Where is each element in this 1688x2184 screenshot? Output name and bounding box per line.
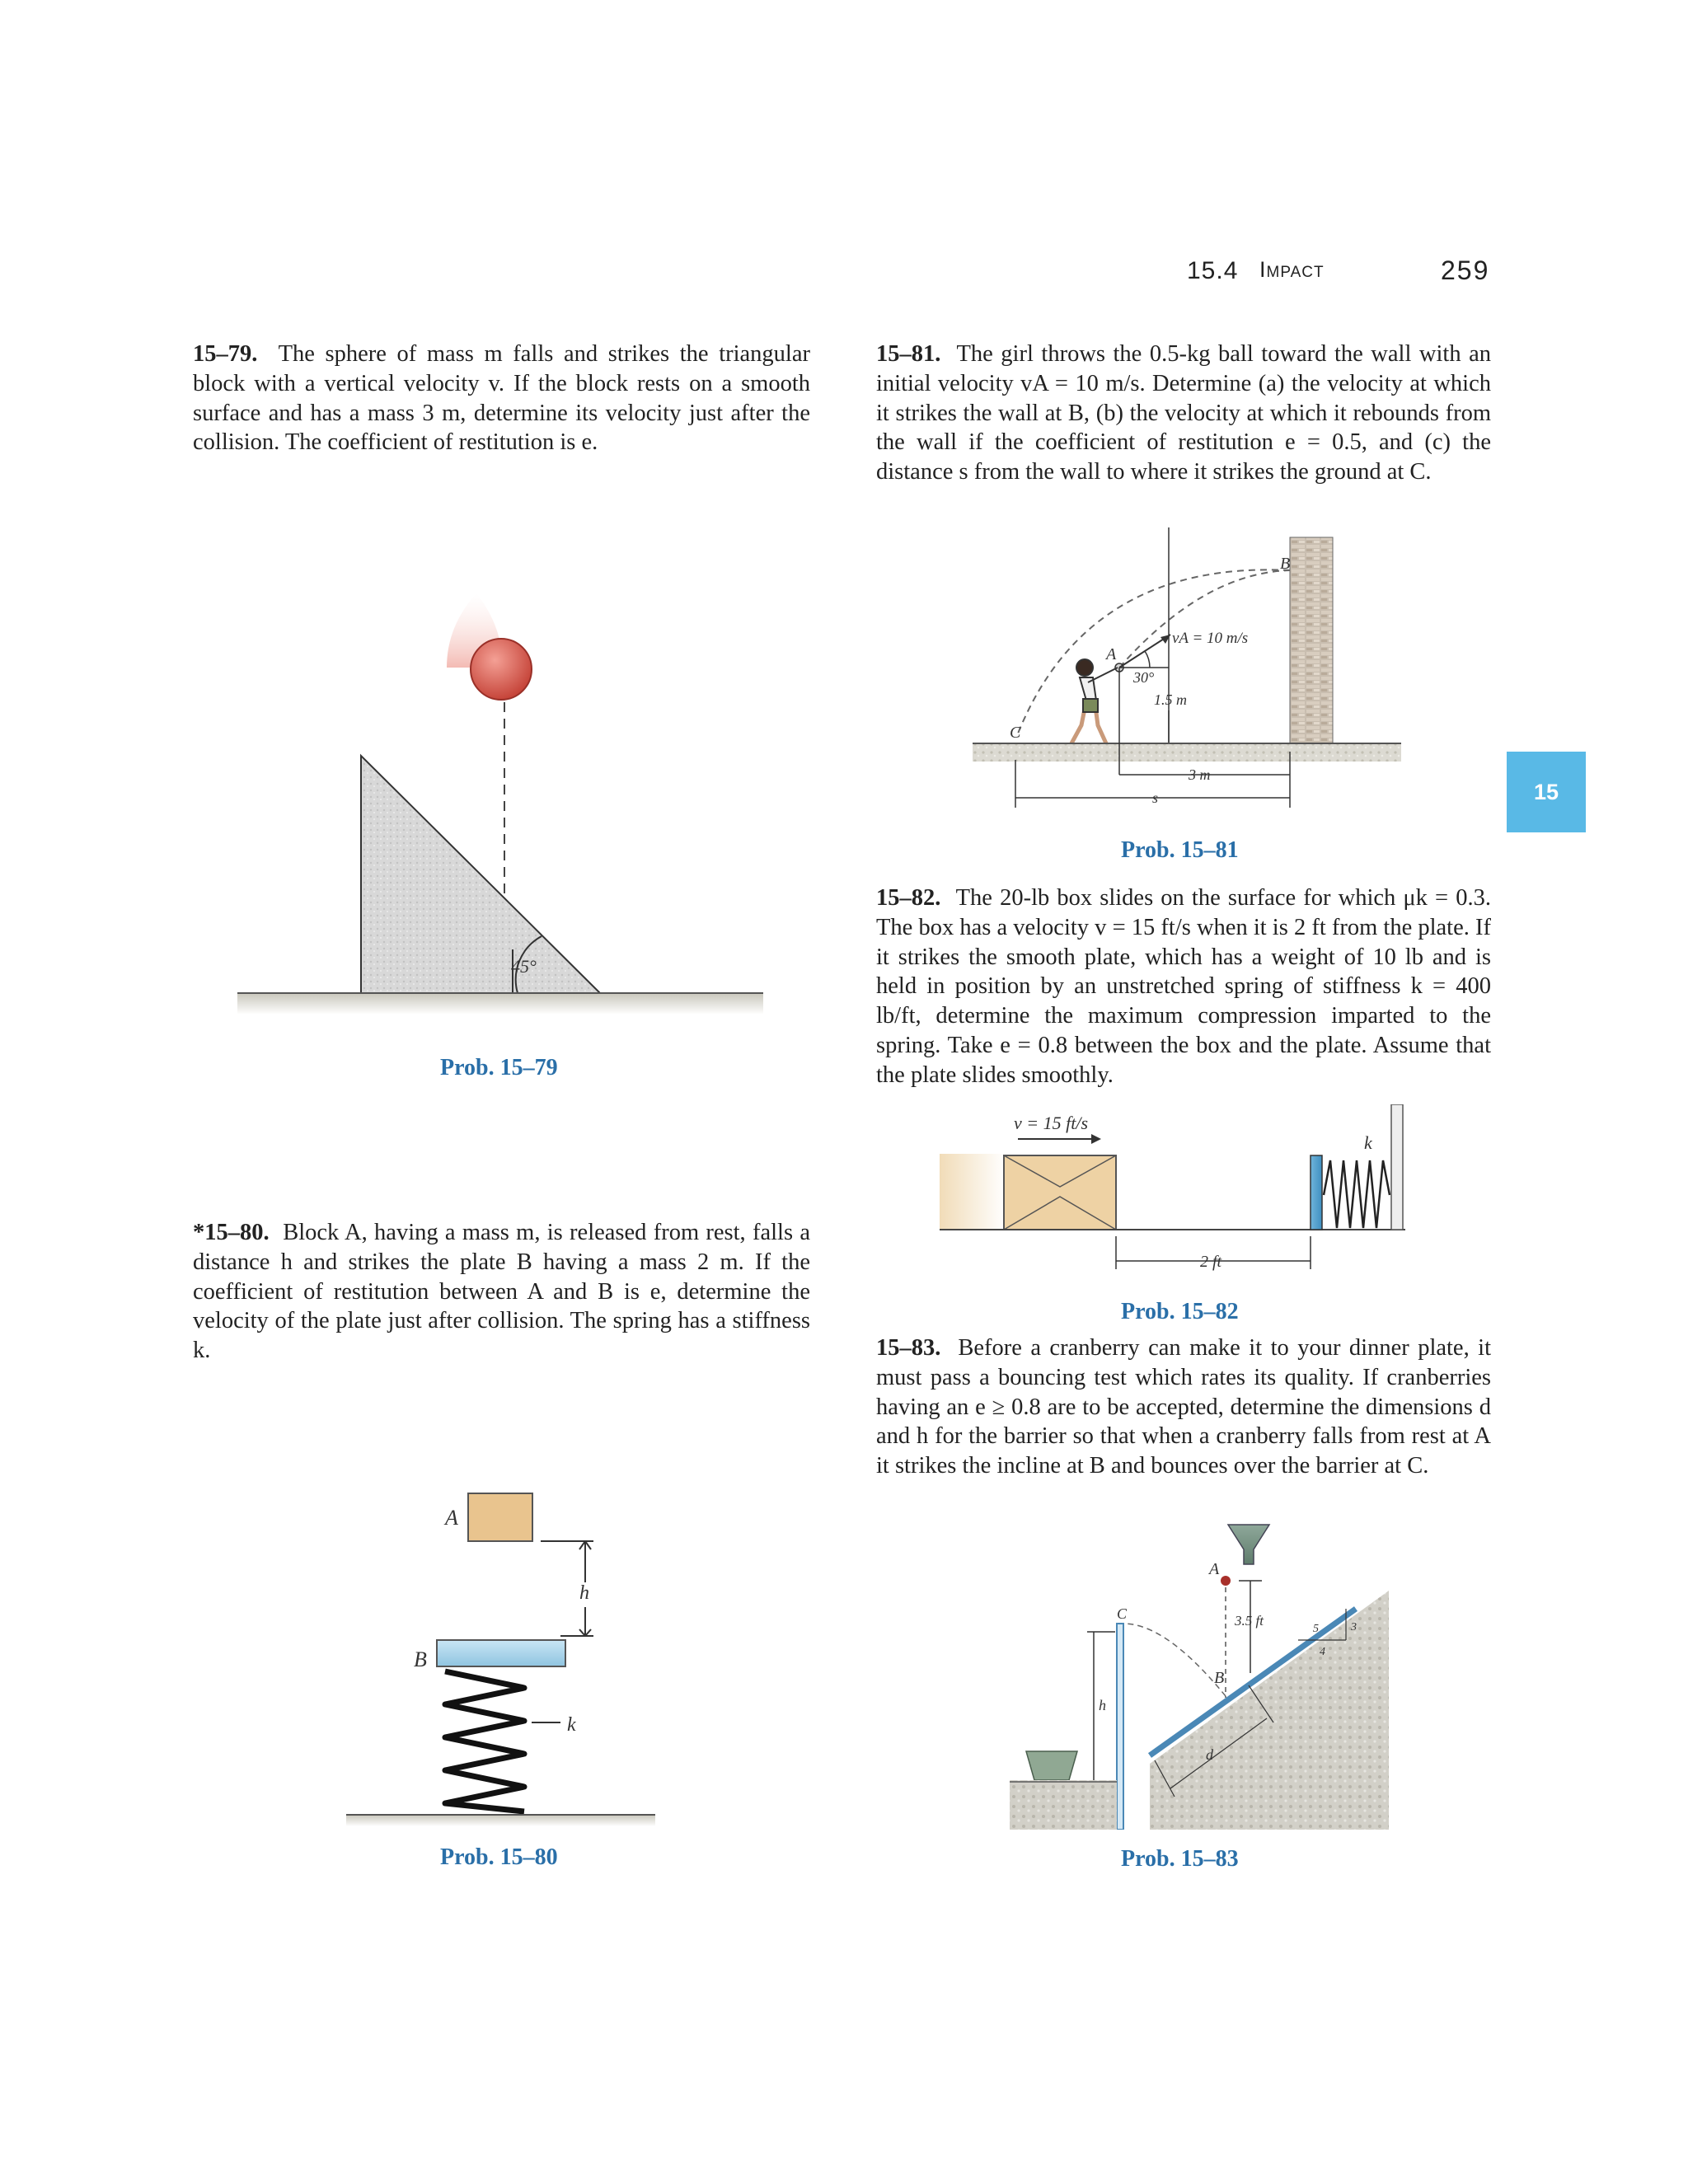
problem-text: The 20-lb box slides on the surface for which μk = 0.3. The box has a velocity v = 15 ft/s when it is 2 ft from the plate. If it strikes the smooth plate, which has a weight of 10 lb and is held in position by an unstretched spring of stiffness k = 400 lb/ft, determine the maximum compression imparted to the spring. Take e = 0.8 between the box and the plate. Assume that the plate slides smoothly. <box>876 885 1492 1088</box>
figure-15-82 <box>940 1104 1418 1286</box>
bin <box>1026 1751 1077 1780</box>
label-h: h <box>1099 1697 1106 1713</box>
label-vA: vA = 10 m/s <box>1172 630 1249 647</box>
caption-15-80: Prob. 15–80 <box>440 1844 558 1870</box>
problem-15-83 <box>876 1333 1491 1481</box>
block-A <box>468 1493 532 1541</box>
slope-5: 5 <box>1313 1623 1319 1635</box>
label-v: v = 15 ft/s <box>1014 1113 1089 1133</box>
problem-number: 15–81. <box>876 341 941 367</box>
label-C: C <box>1117 1605 1128 1622</box>
figure-15-79 <box>231 577 775 1038</box>
spring <box>1324 1160 1390 1228</box>
label-A: A <box>1106 645 1117 663</box>
figure-15-81 <box>964 527 1409 824</box>
label-C: C <box>1010 724 1021 742</box>
label-A: A <box>445 1506 458 1530</box>
page-number: 259 <box>1441 255 1490 285</box>
wall <box>1290 537 1333 752</box>
problem-15-80 <box>193 1218 810 1366</box>
barrier <box>1117 1624 1123 1830</box>
trajectory-throw <box>1119 570 1290 668</box>
problem-number: 15–79. <box>193 341 258 367</box>
ground <box>237 993 763 1015</box>
triangular-block <box>361 756 600 993</box>
slope-4: 4 <box>1320 1646 1325 1658</box>
slope-3: 3 <box>1351 1621 1357 1633</box>
problem-15-81 <box>876 340 1491 487</box>
label-B: B <box>414 1647 427 1671</box>
label-A: A <box>1209 1560 1220 1578</box>
label-s: s <box>1152 790 1159 806</box>
caption-15-83: Prob. 15–83 <box>1121 1846 1239 1872</box>
label-distance: 3 m <box>1189 766 1211 783</box>
label-k: k <box>1364 1132 1372 1153</box>
section-number: 15.4 <box>1187 257 1239 284</box>
chapter-tab[interactable]: 15 <box>1507 752 1586 832</box>
funnel <box>1228 1525 1269 1564</box>
ground <box>346 1815 655 1826</box>
problem-number: *15–80. <box>193 1220 270 1245</box>
problem-number: 15–82. <box>876 885 941 911</box>
label-B: B <box>1214 1669 1225 1687</box>
problem-15-82 <box>876 883 1491 1090</box>
ground <box>973 743 1401 762</box>
cranberry <box>1221 1576 1231 1586</box>
sphere <box>471 639 532 700</box>
plate-B <box>437 1640 565 1666</box>
caption-15-79: Prob. 15–79 <box>440 1055 558 1080</box>
label-drop: 3.5 ft <box>1235 1613 1264 1629</box>
caption-15-81: Prob. 15–81 <box>1121 837 1239 863</box>
label-h: h <box>579 1582 589 1604</box>
problem-15-79 <box>193 340 810 457</box>
angle-label-45: 45° <box>511 956 537 977</box>
caption-15-82: Prob. 15–82 <box>1121 1299 1239 1324</box>
figure-15-80 <box>338 1483 668 1830</box>
problem-text: The sphere of mass m falls and strikes the triangular block with a vertical velocity v. If the block rests on a smooth surface and has a mass 3 m, determine its velocity just after the collision. The coefficient of restitution is e. <box>193 341 810 456</box>
wall <box>1391 1104 1403 1230</box>
label-distance: 2 ft <box>1200 1253 1222 1271</box>
box <box>1004 1155 1116 1230</box>
bounce-path <box>1123 1624 1226 1696</box>
plate <box>1311 1155 1322 1230</box>
surface <box>940 1154 1006 1230</box>
angle-label-30: 30° <box>1133 669 1155 686</box>
problem-text: The girl throws the 0.5-kg ball toward the wall with an initial velocity vA = 10 m/s. Determine (a) the velocity at which it strikes the wall at B, (b) the velocity at which it rebounds from the wall if the coefficient of restitution e = 0.5, and (c) the distance s from the wall to where it strikes the ground at C. <box>876 341 1492 485</box>
problem-number: 15–83. <box>876 1335 941 1361</box>
spring <box>445 1671 524 1811</box>
label-d: d <box>1206 1746 1213 1763</box>
label-B: B <box>1280 555 1291 573</box>
figure-15-83 <box>1001 1516 1389 1830</box>
section-title: Impact <box>1259 257 1325 282</box>
label-height: 1.5 m <box>1154 691 1187 708</box>
trajectory-rebound <box>1018 569 1290 733</box>
label-k: k <box>567 1714 576 1736</box>
problem-text: Before a cranberry can make it to your dinner plate, it must pass a bouncing test which rates its quality. If cranberries having an e ≥ 0.8 are to be accepted, determine the dimensions d and h for the barrier so that when a cranberry falls from rest at A it strikes the incline at B and bounces over the barrier at C. <box>876 1335 1492 1479</box>
problem-text: Block A, having a mass m, is released from rest, falls a distance h and strikes the plate B having a mass 2 m. If the coefficient of restitution between A and B is e, determine the velocity of the plate just after collision. The spring has a stiffness k. <box>193 1220 810 1364</box>
girl <box>1071 659 1118 743</box>
ground-left <box>1010 1780 1117 1830</box>
